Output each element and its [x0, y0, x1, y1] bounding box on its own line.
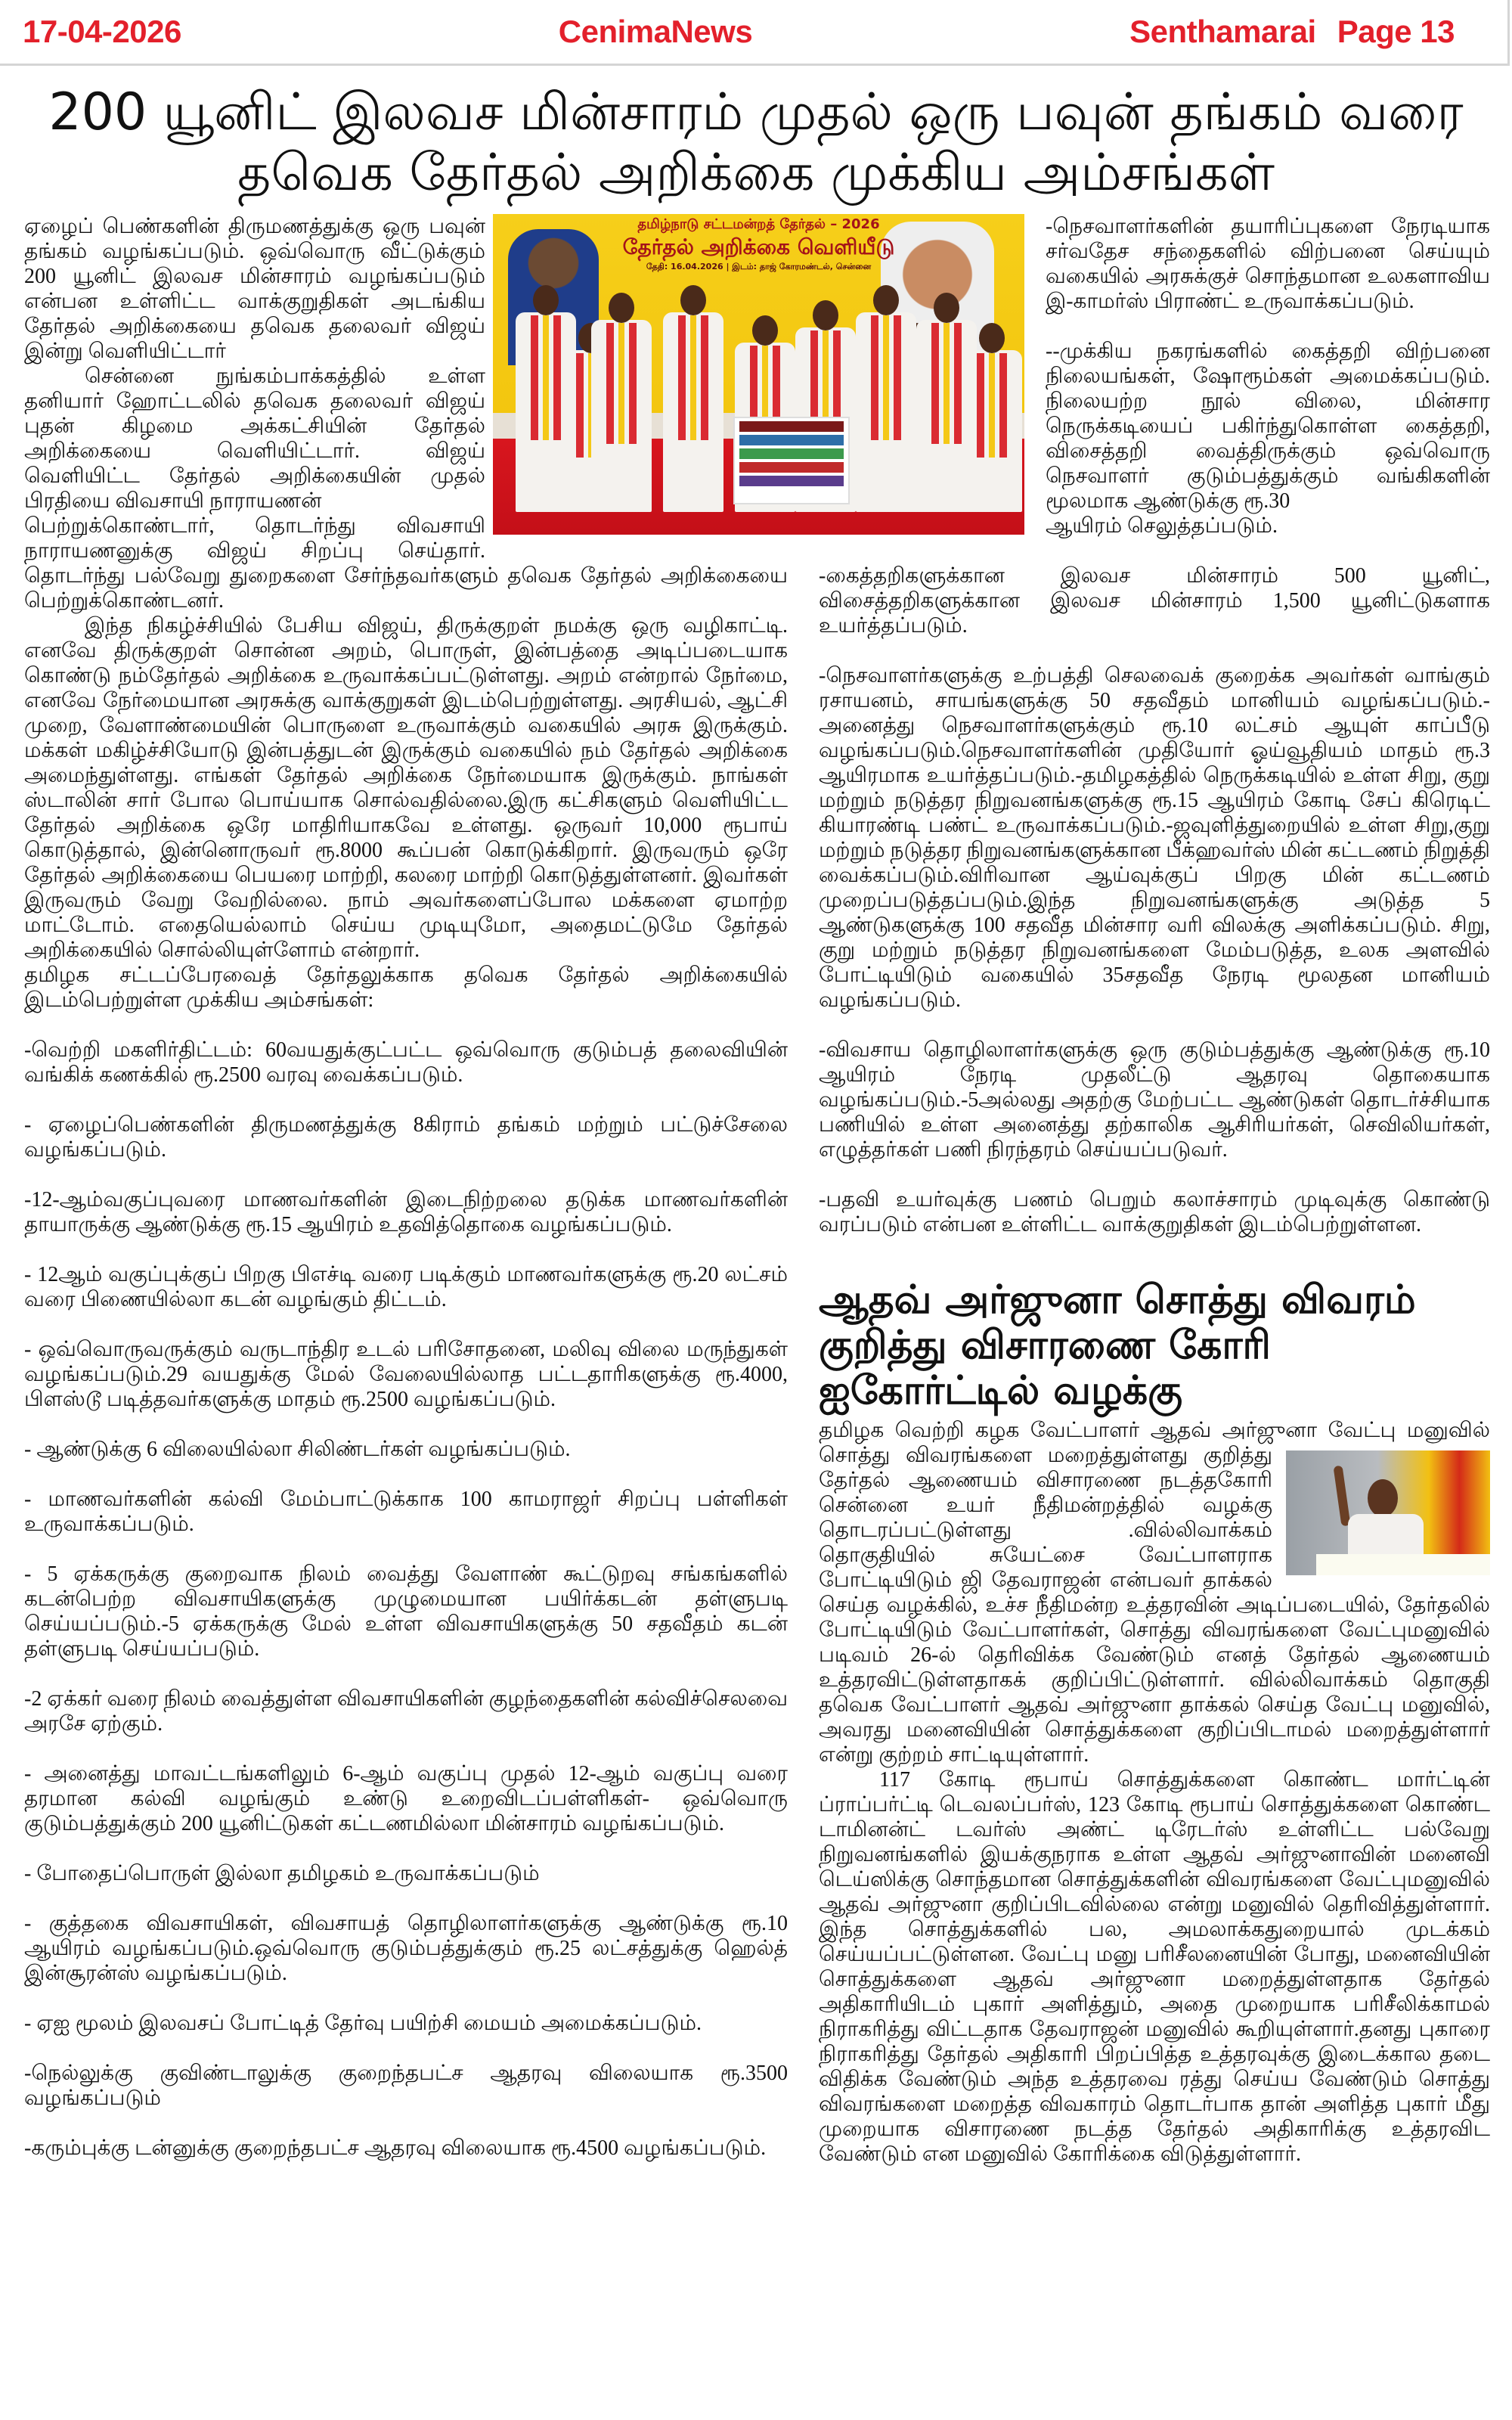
paragraph: சென்னை நுங்கம்பாக்கத்தில் உள்ள தனியார் ஹோட்டலில் தவெக தலைவர் விஜய் புதன் கிழமை அக்கட்சியின் தேர்தல் அறிக்கையை வெளியிட்டார். விஜய் வெளியிட்ட தேர்தல் அறிக்கையின் முதல் பிரதியை விவசாயி நாராயணன்	[24, 365, 485, 513]
paragraph: -விவசாய தொழிலாளர்களுக்கு ஒரு குடும்பத்துக்கு ஆண்டுக்கு ரூ.10 ஆயிரம் நேரடி முதலீட்டு ஆதரவு தொகையாக வழங்கப்படும்.-5அல்லது அதற்கு மேற்பட்ட ஆண்டுகள் தொடர்ச்சியாக பணியில் உள்ள அனைத்து தற்காலிக ஆசிரியர்கள், செவிலியர்கள், எழுத்தர்கள் பணி நிரந்தரம் செய்யப்படுவர்.	[819, 1038, 1490, 1162]
article2-headline: ஆதவ் அர்ஜுனா சொத்து விவரம் குறித்து விசாரணை கோரி ஐகோர்ட்டில் வழக்கு	[819, 1277, 1416, 1413]
paragraph: - ஏழைப்பெண்களின் திருமணத்துக்கு 8கிராம் தங்கம் மற்றும் பட்டுச்சேலை வழங்கப்படும்.	[24, 1113, 788, 1162]
person-figure	[962, 323, 1022, 512]
person-figure	[663, 285, 723, 512]
paragraph: -கரும்புக்கு டன்னுக்கு குறைந்தபட்ச ஆதரவு விலையாக ரூ.4500 வழங்கப்படும்.	[24, 2136, 767, 2160]
paragraph: பெற்றுக்கொண்டார், தொடர்ந்து விவசாயி நாராயணனுக்கு விஜய் சிறப்பு செய்தார். தொடர்ந்து பல்வேறு துறைகளை சேர்ந்தவர்களும் தவெக தேர்தல் அறிக்கையை பெற்றுக்கொண்டனர்.	[24, 514, 788, 613]
right-list	[819, 513, 1490, 1237]
poster-text	[621, 216, 896, 272]
paragraph: - 5 ஏக்கருக்கு குறைவாக நிலம் வைத்து வேளாண் கூட்டுறவு சங்கங்களில் கடன்பெற்ற விவசாயிகளுக்கு முழுமையான பயிர்க்கடன் தள்ளுபடி செய்யப்படும்.-5 ஏக்கருக்கு மேல் உள்ள விவசாயிகளுக்கு 50 சதவீதம் கடன் தள்ளுபடி செய்யப்படும்.	[24, 1562, 788, 1661]
person-figure	[516, 285, 576, 512]
manifesto-release-photo	[493, 214, 1024, 535]
paragraph: -நெசவாளர்களுக்கு உற்பத்தி செலவைக் குறைக்க அவர்கள் வாங்கும் ரசாயனம், சாயங்களுக்கு 50 சதவீதம் மானியம் வழங்கப்படும்.-அனைத்து நெசவாளர்களுக்கும் ரூ.10 லட்சம் ஆயுள் காப்பீடு வழங்கப்படும்.நெசவாளர்களின் முதியோர் ஓய்வூதியம் மாதம் ரூ.3 ஆயிரமாக உயர்த்தப்படும்.-தமிழகத்தில் நெருக்கடியில் உள்ள சிறு, குறு மற்றும் நடுத்தர நிறுவனங்களுக்கு ரூ.15 ஆயிரம் கோடி சேப் கிரெடிட் கியாரண்டி பண்ட் உருவாக்கப்படும்.-ஜவுளித்துறையில் உள்ள சிறு,குறு மற்றும் நடுத்தர நிறுவனங்களுக்கான பீக்ஹவர்ஸ் மின் கட்டணம் நிறுத்தி வைக்கப்படும்.விரிவான ஆய்வுக்குப் பிறகு மின் கட்டணம் முறைப்படுத்தப்படும்.இந்த நிறுவனங்களுக்கு அடுத்த 5 ஆண்டுகளுக்கு 100 சதவீத மின்சார வரி விலக்கு அளிக்கப்படும். சிறு, குறு மற்றும் நடுத்தர நிறுவனங்களை மேம்படுத்த, உலக அளவில் போட்டியிடும் வகையில் 35சதவீத நேரடி மூலதன மானியம் வழங்கப்படும்.	[819, 664, 1490, 1012]
paragraph: -2 ஏக்கர் வரை நிலம் வைத்துள்ள விவசாயிகளின் குழந்தைகளின் கல்விச்செலவை அரசே ஏற்கும்.	[24, 1687, 788, 1736]
paper-name: Senthamarai	[1129, 14, 1316, 49]
manifesto-placard	[733, 417, 850, 504]
paragraph: - குத்தகை விவசாயிகள், விவசாயத் தொழிலாளர்களுக்கு ஆண்டுக்கு ரூ.10 ஆயிரம் வழங்கப்படும்.ஒவ்வொரு குடும்பத்துக்கும் ரூ.25 லட்சத்துக்கு ஹெல்த் இன்சூரன்ஸ் வழங்கப்படும்.	[24, 1912, 788, 1985]
paragraph: இந்த நிகழ்ச்சியில் பேசிய விஜய், திருக்குறள் நமக்கு ஒரு வழிகாட்டி. எனவே திருக்குறள் சொன்ன அறம், பொருள், இன்பத்தை அடிப்படையாக கொண்டு நம்தேர்தல் அறிக்கை உருவாக்கப்பட்டுள்ளது. அறம் என்றால் நேர்மை, எனவே நேர்மையான அரசுக்கு வாக்குறுகள் இடம்பெற்றுள்ளது. அரசியல், ஆட்சி முறை, வேளாண்மையின் பொருளை உருவாக்கும் வகையில் அரசு இருக்கும். மக்கள் மகிழ்ச்சியோடு இன்பத்துடன் இருக்கும் வகையில் நம் தேர்தல் அறிக்கை அமைந்துள்ளது. எங்கள் தேர்தல் அறிக்கை நேர்மையாக இருக்கும். நாங்கள் ஸ்டாலின் சார் போல பொய்யாக சொல்வதில்லை.இரு கட்சிகளும் வெளியிட்ட தேர்தல் அறிக்கை ஒரே மாதிரியாகவே உள்ளது. ஒருவர் 10,000 ரூபாய் கொடுத்தால், இன்னொருவர் ரூ.8000 கூப்பன் கொடுக்கிறார். இருவரும் ஒரே தேர்தல் அறிக்கையை பெயரை மாற்றி, கலரை மாற்றி கொடுத்துள்ளனர். இவர்கள் இருவரும் வேறு வேறில்லை. நாம் அவர்களைப்போல மக்களை ஏமாற்ற மாட்டோம். எதையெல்லாம் செய்ய முடியுமோ, அதைமட்டுமே தேர்தல் அறிக்கையில் சொல்லியுள்ளோம் என்றார்.	[24, 614, 788, 962]
speaker-photo	[1286, 1450, 1490, 1575]
paragraph: - அனைத்து மாவட்டங்களிலும் 6-ஆம் வகுப்பு முதல் 12-ஆம் வகுப்பு வரை தரமான கல்வி வழங்கும் உண்டு உறைவிடப்பள்ளிகள்- ஒவ்வொரு குடும்பத்துக்கும் 200 யூனிட்டுகள் கட்டணமில்லா மின்சாரம் வழங்கப்படும்.	[24, 1762, 788, 1835]
paragraph: - ஏஐ மூலம் இலவசப் போட்டித் தேர்வு பயிற்சி மையம் அமைக்கப்படும்.	[24, 2012, 702, 2035]
paragraph: -கைத்தறிகளுக்கான இலவச மின்சாரம் 500 யூனிட், விசைத்தறிகளுக்கான இலவச மின்சாரம் 1,500 யூனிட்டுகளாக உயர்த்தப்படும்.	[819, 564, 1490, 638]
article2-body	[819, 1418, 1490, 2167]
paragraph: 117 கோடி ரூபாய் சொத்துக்களை கொண்ட மார்ட்டின் ப்ராப்பர்ட்டி டெவலப்பர்ஸ், 123 கோடி ரூபாய் சொத்துக்களை கொண்ட டாமினன்ட் டவர்ஸ் அண்ட் டிரேடர்ஸ் உள்ளிட்ட பல்வேறு நிறுவனங்களில் இயக்குநராக உள்ள ஆதவ் அர்ஜுனாவின் மனைவி டெய்ஸிக்கு சொந்தமான சொத்துக்களின் விவரங்களை வேட்புமனுவில் ஆதவ் அர்ஜுனா குறிப்பிடவில்லை என்று மனுவில் தெரிவித்துள்ளார். இந்த சொத்துக்களில் பல, அமலாக்கதுறையால் முடக்கம் செய்யப்பட்டுள்ளன. வேட்பு மனு பரிசீலனையின் போது, மனைவியின் சொத்துக்களை ஆதவ் அர்ஜுனா மறைத்துள்ளதாக தேர்தல் அதிகாரியிடம் புகார் அளித்தும், அதை முறையாக பரிசீலிக்காமல் நிராகரித்து விட்டதாக தேவராஜன் மனுவில் கூறியுள்ளார்.தனது புகாரை நிராகரித்து தேர்தல் அதிகாரி பிறப்பித்த உத்தரவுக்கு இடைக்கால தடை விதிக்க வேண்டும் அந்த உத்தரவை ரத்து செய்ய வேண்டும் சொத்து விவரங்களை மறைத்த விவகாரம் தொடர்பாக தான் அளித்த புகார் மீது முறையாக விசாரணை நடத்த தேர்தல் அதிகாரிக்கு உத்தரவிட வேண்டும் என மனுவில் கோரிக்கை விடுத்துள்ளார்.	[819, 1768, 1491, 2166]
paper-and-page	[1129, 13, 1455, 51]
paragraph: - ஒவ்வொருவருக்கும் வருடாந்திர உடல் பரிசோதனை, மலிவு விலை மருந்துகள் வழங்கப்படும்.29 வயதுக்கு மேல் வேலையில்லாத பட்டதாரிகளுக்கு ரூ.4000, பிளஸ்டூ படித்தவர்களுக்கு மாதம் ரூ.2500 வழங்கப்படும்.	[24, 1338, 788, 1411]
poster-date-venue: தேதி: 16.04.2026 | இடம்: தாஜ் கோரமண்டல், சென்னை	[646, 262, 872, 271]
person-figure	[591, 293, 652, 512]
page-header	[0, 0, 1510, 66]
paragraph: - போதைப்பொருள் இல்லா தமிழகம் உருவாக்கப்படும்	[24, 1862, 540, 1885]
paragraph: -12-ஆம்வகுப்புவரை மாணவர்களின் இடைநிற்றலை தடுக்க மாணவர்களின் தாயாருக்கு ஆண்டுக்கு ரூ.15 ஆயிரம் உதவித்தொகை வழங்கப்படும்.	[24, 1188, 788, 1236]
paragraph: தமிழக சட்டப்பேரவைத் தேர்தலுக்காக தவெக தேர்தல் அறிக்கையில் இடம்பெற்றுள்ள முக்கிய அம்சங்கள்:	[24, 963, 788, 1012]
article-columns	[0, 214, 1512, 2186]
poster-heading: தேர்தல் அறிக்கை வெளியீடு	[622, 234, 895, 259]
paragraph: - ஆண்டுக்கு 6 விலையில்லா சிலிண்டர்கள் வழங்கப்படும்.	[24, 1438, 571, 1461]
paragraph: -நெல்லுக்கு குவிண்டாலுக்கு குறைந்தபட்ச ஆதரவு விலையாக ரூ.3500 வழங்கப்படும்	[24, 2062, 788, 2110]
issue-date: 17-04-2026	[23, 14, 181, 49]
paragraph: தமிழக வெற்றி கழக வேட்பாளர் ஆதவ் அர்ஜுனா வேட்பு மனுவில் சொத்து விவரங்களை மறைத்துள்ளது குறித்து தேர்தல் ஆணையம் விசாரணை நடத்தகோரி சென்னை உயர் நீதிமன்றத்தில் வழக்கு தொடரப்பட்டுள்ளது .வில்லிவாக்கம் தொகுதியில் சுயேட்சை வேட்பாளராக போட்டியிடும் ஜி தேவராஜன் என்பவர் தாக்கல் செய்த வழக்கில், உச்ச நீதிமன்ற உத்தரவின் அடிப்படையில், தேர்தலில் போட்டியிடும் வேட்பாளர்கள், சொத்து விவரங்களை வேட்புமனுவில் படிவம் 26-ல் தெரிவிக்க வேண்டும் எனத் தேர்தல் ஆணையம் உத்தரவிட்டுள்ளதாகக் குறிப்பிட்டுள்ளார். வில்லிவாக்கம் தொகுதி தவெக வேட்பாளர் ஆதவ் அர்ஜுனா தாக்கல் செய்த வேட்பு மனுவில், அவரது மனைவியின் சொத்துக்களை குறிப்பிடாமல் மறைத்துள்ளார் என்று குற்றம் சாட்டியுள்ளார்.	[819, 1419, 1490, 1767]
paragraph: ஆயிரம் செலுத்தப்படும்.	[1046, 514, 1278, 538]
paragraph: - 12ஆம் வகுப்புக்குப் பிறகு பிஎச்டி வரை படிக்கும் மாணவர்களுக்கு ரூ.20 லட்சம் வரை பிணையில்லா கடன் வழங்கும் திட்டம்.	[24, 1263, 788, 1311]
poster-title: தமிழ்நாடு சட்டமன்றத் தேர்தல் – 2026	[637, 216, 880, 232]
main-headline-line1: 200 யூனிட் இலவச மின்சாரம் முதல் ஒரு பவுன் தங்கம் வரை	[48, 82, 1464, 142]
paragraph: -வெற்றி மகளிர்திட்டம்: 60வயதுக்குட்பட்ட ஒவ்வொரு குடும்பத் தலைவியின் வங்கிக் கணக்கில் ரூ.2500 வரவு வைக்கப்படும்.	[24, 1038, 788, 1087]
paragraph: -நெசவாளர்களின் தயாரிப்புகளை நேரடியாக சர்வதேச சந்தைகளில் விற்பனை செய்யும் வகையில் அரசுக்குச் சொந்தமான உலகளாவிய இ-காமர்ஸ் பிராண்ட் உருவாக்கப்படும்.	[1046, 215, 1490, 313]
page-number: Page 13	[1337, 14, 1455, 49]
paragraph: -பதவி உயர்வுக்கு பணம் பெறும் கலாச்சாரம் முடிவுக்கு கொண்டு வரப்படும் என்பன உள்ளிட்ட வாக்குறுதிகள் இடம்பெற்றுள்ளன.	[819, 1188, 1490, 1236]
paragraph: --முக்கிய நகரங்களில் கைத்தறி விற்பனை நிலையங்கள், ஷோரூம்கள் அமைக்கப்படும். நிலையற்ற நூல் விலை, மின்சார நெருக்கடியைப் பகிர்ந்துகொள்ள கைத்தறி, விசைத்தறி வைத்திருக்கும் ஒவ்வொரு நெசவாளர் குடும்பத்துக்கும் வங்கிகளின் மூலமாக ஆண்டுக்கு ரூ.30	[1046, 340, 1490, 513]
paragraph: ஏழைப் பெண்களின் திருமணத்துக்கு ஒரு பவுன் தங்கம் வழங்கப்படும். ஒவ்வொரு வீட்டுக்கும் 200 யூனிட் இலவச மின்சாரம் வழங்கப்படும் என்பன உள்ளிட்ட வாக்குறுதிகள் அடங்கிய தேர்தல் அறிக்கையை தவெக தலைவர் விஜய் இன்று வெளியிட்டார்	[24, 215, 485, 363]
brand-name[interactable]: CenimaNews	[558, 14, 753, 49]
main-headline-line2: தவெக தேர்தல் அறிக்கை முக்கிய அம்சங்கள்	[237, 143, 1275, 203]
person-figure	[856, 285, 916, 512]
paragraph: - மாணவர்களின் கல்வி மேம்பாட்டுக்காக 100 காமராஜர் சிறப்பு பள்ளிகள் உருவாக்கப்படும்.	[24, 1488, 788, 1536]
